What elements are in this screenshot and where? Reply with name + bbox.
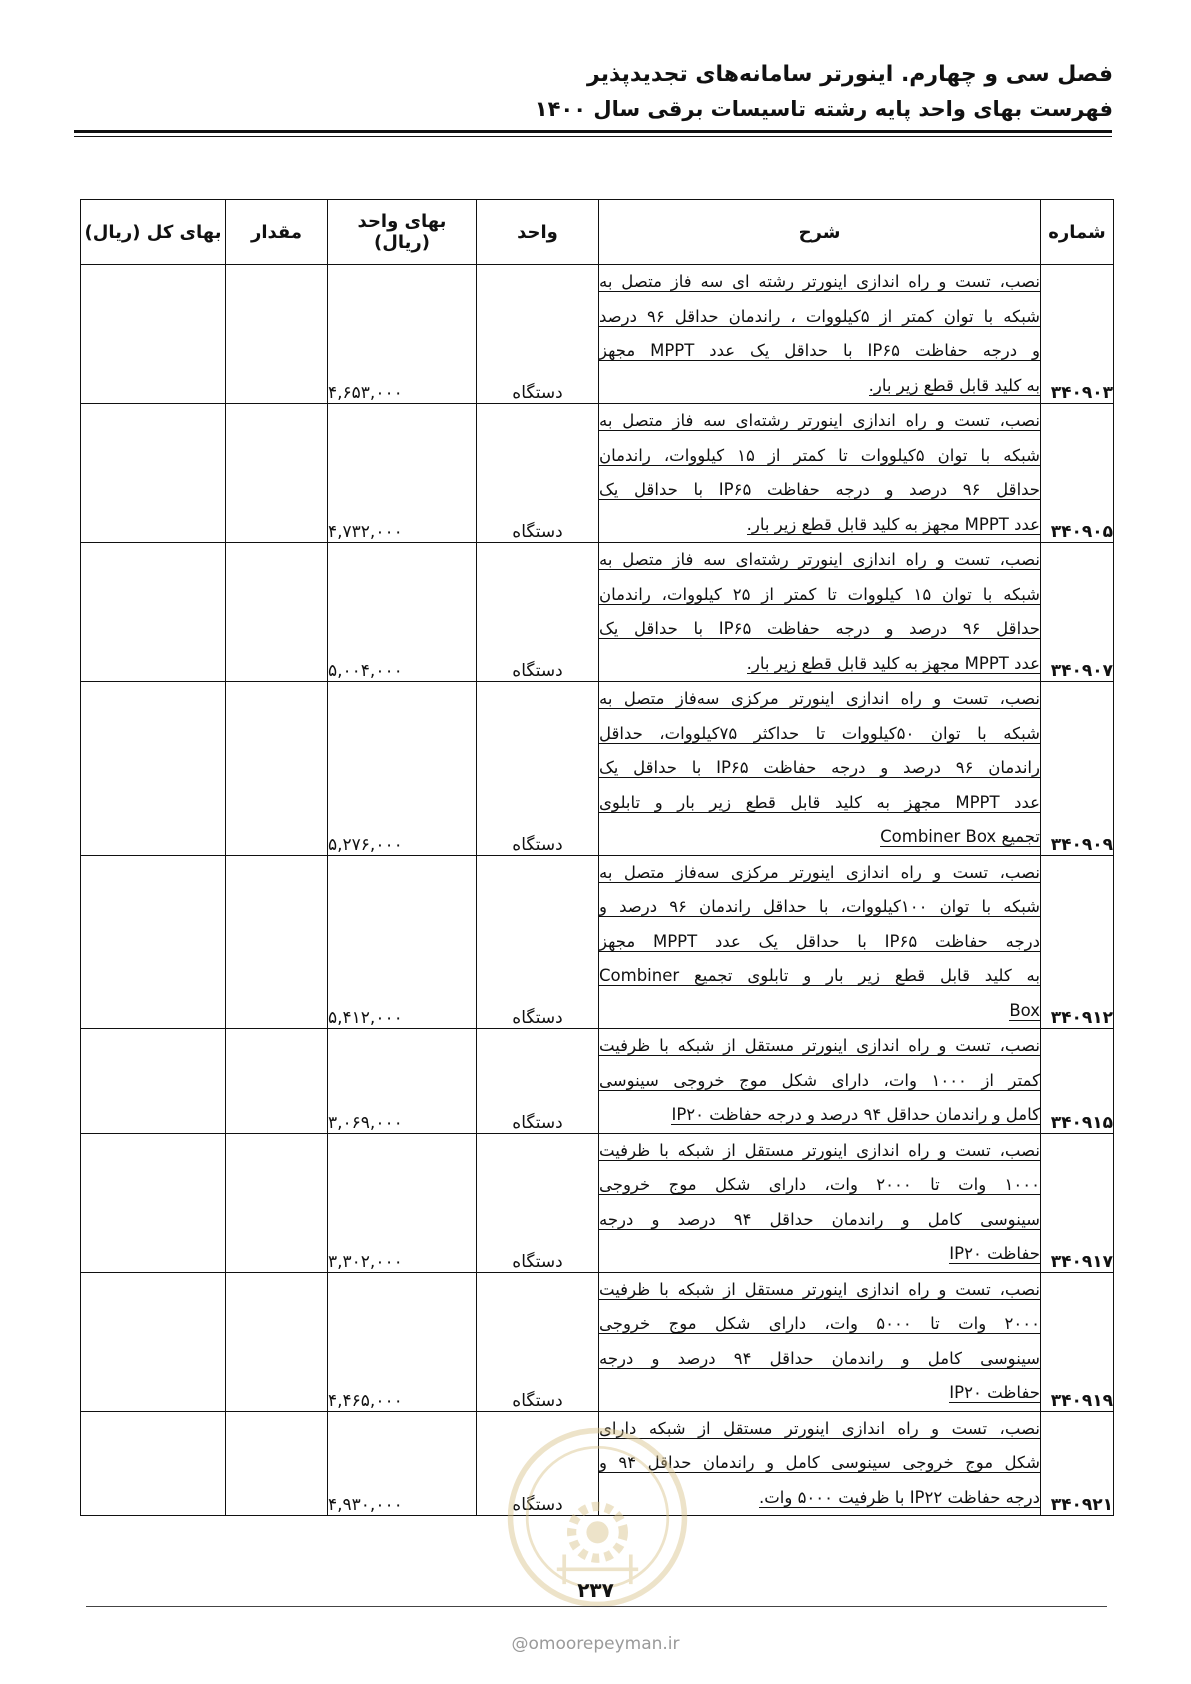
item-total-price-cell [81, 265, 226, 404]
item-number: ۳۴۰۹۰۳ [1050, 383, 1113, 403]
description-line: ۱۰۰۰ وات تا ۲۰۰۰ وات، دارای شکل موج خروجی [599, 1175, 1040, 1194]
description-line: نصب، تست و راه اندازی اینورتر مستقل از شبکه دارای [599, 1418, 1040, 1438]
description-line: نصب، تست و راه اندازی اینورتر مستقل از شبکه با ظرفیت [599, 1036, 1040, 1055]
item-unit: دستگاه [512, 522, 563, 542]
item-unit: دستگاه [512, 661, 563, 681]
description-line: تجمیع Combiner Box [880, 827, 1040, 846]
item-number-cell [1041, 543, 1114, 682]
column-header-quantity: مقدار [226, 200, 328, 265]
item-number-cell [1041, 265, 1114, 404]
item-description-cell [599, 1272, 1041, 1411]
item-unit-cell [477, 404, 599, 543]
description-line: نصب، تست و راه اندازی اینورتر رشته‌ای سه فاز متصل به [599, 550, 1040, 569]
item-unit: دستگاه [512, 1251, 563, 1272]
table-row [81, 1272, 1114, 1411]
item-number-cell [1041, 404, 1114, 543]
description-line: نصب، تست و راه اندازی اینورتر رشته ای سه فاز متصل به [599, 272, 1040, 291]
description-line: حداقل ۹۶ درصد و درجه حفاظت IP۶۵ با حداقل یک [599, 619, 1040, 638]
price-list-table [80, 199, 1114, 1516]
item-unit: دستگاه [512, 1390, 563, 1411]
description-line: حفاظت IP۲۰ [949, 1383, 1040, 1402]
item-unit-cell [477, 1133, 599, 1272]
item-total-price-cell [81, 855, 226, 1029]
item-unit-price: ۴,۴۶۵,۰۰۰ [328, 1272, 477, 1411]
header-rule-thick [74, 130, 1112, 133]
description-line: شبکه با توان کمتر از ۵کیلووات ، راندمان حداقل ۹۶ درصد [599, 306, 1040, 326]
description-line: به کلید قابل قطع زیر بار و تابلوی تجمیع Combiner [599, 966, 1040, 985]
item-unit-price: ۵,۲۷۶,۰۰۰ [328, 682, 477, 856]
item-number: ۳۴۰۹۱۲ [1050, 1008, 1113, 1028]
column-header-number: شماره [1041, 200, 1114, 265]
table-row [81, 1133, 1114, 1272]
item-unit: دستگاه [512, 1495, 563, 1515]
description-line: شبکه با توان ۵کیلووات تا کمتر از ۱۵ کیلووات، راندمان [599, 445, 1040, 465]
table-row [81, 1029, 1114, 1134]
item-description-cell [599, 855, 1041, 1029]
item-description-cell [599, 1133, 1041, 1272]
item-unit-cell [477, 682, 599, 856]
item-total-price-cell [81, 1029, 226, 1134]
document-subtitle: فهرست بهای واحد پایه رشته تاسیسات برقی سال ۱۴۰۰ [534, 97, 1113, 121]
description-line: راندمان ۹۶ درصد و درجه حفاظت IP۶۵ با حداقل یک [599, 758, 1040, 777]
description-line: نصب، تست و راه اندازی اینورتر مستقل از شبکه با ظرفیت [599, 1279, 1040, 1299]
description-line: عدد MPPT مجهز به کلید قابل قطع زیر بار. [746, 514, 1040, 534]
page-header [73, 58, 1113, 126]
page-number: ۲۳۷ [577, 1578, 614, 1602]
item-number-cell [1041, 1133, 1114, 1272]
description-line: کمتر از ۱۰۰۰ وات، دارای شکل موج خروجی سینوسی [599, 1070, 1040, 1090]
item-unit: دستگاه [512, 1112, 563, 1133]
item-description-cell [599, 265, 1041, 404]
description-line: درجه حفاظت IP۲۲ با ظرفیت ۵۰۰۰ وات. [758, 1487, 1040, 1507]
item-total-price-cell [81, 1411, 226, 1516]
item-number-cell [1041, 1272, 1114, 1411]
item-unit-price: ۳,۰۶۹,۰۰۰ [328, 1029, 477, 1134]
description-line: عدد MPPT مجهز به کلید قابل قطع زیر بار و تابلوی [599, 792, 1040, 812]
header-rule-thin [74, 136, 1112, 137]
table-row [81, 682, 1114, 856]
table-row [81, 404, 1114, 543]
table-header-row [81, 200, 1114, 265]
table-row [81, 543, 1114, 682]
description-line: درجه حفاظت IP۶۵ با حداقل یک عدد MPPT مجهز [599, 931, 1040, 951]
item-unit-price: ۴,۹۳۰,۰۰۰ [328, 1411, 477, 1516]
item-unit-cell [477, 265, 599, 404]
item-description-cell [599, 543, 1041, 682]
item-unit: دستگاه [512, 383, 563, 403]
item-number: ۳۴۰۹۲۱ [1050, 1495, 1113, 1515]
item-unit-price: ۵,۰۰۴,۰۰۰ [328, 543, 477, 682]
item-total-price-cell [81, 543, 226, 682]
item-quantity-cell [226, 855, 328, 1029]
item-number-cell [1041, 682, 1114, 856]
item-quantity-cell [226, 1272, 328, 1411]
item-unit-price: ۵,۴۱۲,۰۰۰ [328, 855, 477, 1029]
description-line: سینوسی کامل و راندمان حداقل ۹۴ درصد و درجه [599, 1348, 1040, 1368]
item-unit-cell [477, 543, 599, 682]
description-line: ۲۰۰۰ وات تا ۵۰۰۰ وات، دارای شکل موج خروجی [599, 1314, 1040, 1333]
description-line: نصب، تست و راه اندازی اینورتر رشته‌ای سه فاز متصل به [599, 411, 1040, 430]
column-header-description: شرح [599, 200, 1041, 265]
item-unit-cell [477, 1272, 599, 1411]
item-number-cell [1041, 855, 1114, 1029]
item-description-cell [599, 1029, 1041, 1134]
column-header-total-price: بهای کل (ریال) [81, 200, 226, 265]
item-unit-cell [477, 1029, 599, 1134]
item-unit-price: ۴,۶۵۳,۰۰۰ [328, 265, 477, 404]
description-line: به کلید قابل قطع زیر بار. [868, 375, 1040, 395]
item-total-price-cell [81, 1133, 226, 1272]
item-number: ۳۴۰۹۰۹ [1050, 834, 1113, 855]
description-line: و درجه حفاظت IP۶۵ با حداقل یک عدد MPPT مجهز [599, 341, 1040, 360]
item-quantity-cell [226, 1133, 328, 1272]
item-total-price-cell [81, 1272, 226, 1411]
item-number-cell [1041, 1029, 1114, 1134]
item-number: ۳۴۰۹۰۷ [1050, 661, 1113, 681]
description-line: شکل موج خروجی سینوسی کامل و راندمان حداقل ۹۴ و [599, 1453, 1040, 1472]
item-total-price-cell [81, 682, 226, 856]
table-row [81, 855, 1114, 1029]
item-number: ۳۴۰۹۰۵ [1050, 522, 1113, 542]
column-header-unit-price: بهای واحد (ریال) [328, 200, 477, 265]
description-line: شبکه با توان ۱۵ کیلووات تا کمتر از ۲۵ کیلووات، راندمان [599, 584, 1040, 604]
item-description-cell [599, 682, 1041, 856]
item-number-cell [1041, 1411, 1114, 1516]
item-unit-price: ۳,۳۰۲,۰۰۰ [328, 1133, 477, 1272]
description-line: کامل و راندمان حداقل ۹۴ درصد و درجه حفاظت IP۲۰ [671, 1105, 1040, 1124]
item-unit: دستگاه [512, 1008, 563, 1028]
item-number: ۳۴۰۹۱۹ [1050, 1390, 1113, 1411]
table-row [81, 265, 1114, 404]
description-line: نصب، تست و راه اندازی اینورتر مرکزی سه‌فاز متصل به [599, 689, 1040, 708]
item-number: ۳۴۰۹۱۷ [1050, 1251, 1113, 1272]
chapter-title: فصل سی و چهارم. اینورتر سامانه‌های تجدیدپذیر [587, 62, 1113, 87]
description-line: شبکه با توان ۵۰کیلووات تا حداکثر ۷۵کیلووات، حداقل [599, 723, 1040, 743]
item-number: ۳۴۰۹۱۵ [1050, 1112, 1113, 1133]
item-quantity-cell [226, 404, 328, 543]
item-quantity-cell [226, 1029, 328, 1134]
item-quantity-cell [226, 682, 328, 856]
description-line: شبکه با توان ۱۰۰کیلووات، با حداقل راندمان ۹۶ درصد و [599, 897, 1040, 916]
description-line: Box [1009, 1000, 1040, 1020]
item-quantity-cell [226, 543, 328, 682]
description-line: سینوسی کامل و راندمان حداقل ۹۴ درصد و درجه [599, 1209, 1040, 1229]
item-quantity-cell [226, 1411, 328, 1516]
item-unit-price: ۴,۷۳۲,۰۰۰ [328, 404, 477, 543]
item-description-cell [599, 404, 1041, 543]
column-header-unit: واحد [477, 200, 599, 265]
watermark-text: @omoorepeyman.ir [511, 1634, 680, 1654]
description-line: حداقل ۹۶ درصد و درجه حفاظت IP۶۵ با حداقل یک [599, 480, 1040, 499]
description-line: نصب، تست و راه اندازی اینورتر مرکزی سه‌فاز متصل به [599, 862, 1040, 882]
description-line: عدد MPPT مجهز به کلید قابل قطع زیر بار. [746, 653, 1040, 673]
item-total-price-cell [81, 404, 226, 543]
item-quantity-cell [226, 265, 328, 404]
description-line: نصب، تست و راه اندازی اینورتر مستقل از شبکه با ظرفیت [599, 1140, 1040, 1160]
item-unit-cell [477, 855, 599, 1029]
footer-rule [86, 1606, 1107, 1607]
item-unit: دستگاه [512, 834, 563, 855]
description-line: حفاظت IP۲۰ [949, 1244, 1040, 1263]
